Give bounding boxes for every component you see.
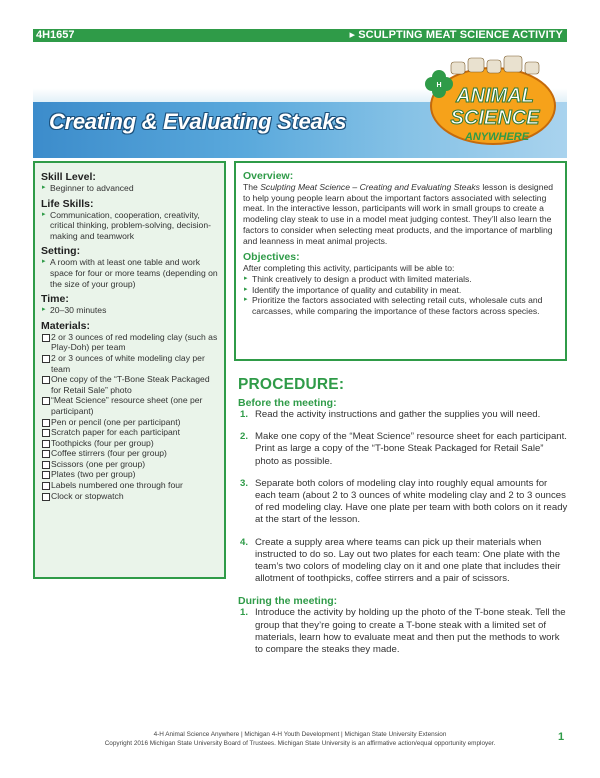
materials-item: “Meat Science” resource sheet (one per participant)	[41, 395, 218, 416]
materials-item: Clock or stopwatch	[41, 491, 218, 502]
procedure-step	[238, 478, 568, 527]
materials-item: Toothpicks (four per group)	[41, 438, 218, 449]
overview-text	[243, 182, 559, 246]
activity-label: ▸ SCULPTING MEAT SCIENCE ACTIVITY	[349, 29, 563, 41]
procedure-step	[238, 607, 568, 656]
materials-item: 2 or 3 ounces of white modeling clay per team	[41, 353, 218, 374]
time-heading: Time:	[41, 293, 69, 306]
objective-item: ▸ Identify the importance of quality and cutability in meat.	[243, 285, 559, 296]
publication-code: 4H1657	[36, 29, 75, 41]
setting-heading: Setting:	[41, 245, 81, 258]
footer-copyright: Copyright 2016 Michigan State University Board of Trustees. Michigan State University is an affirmative action/equal opportunity employer.	[104, 740, 496, 747]
header-bar	[33, 29, 567, 42]
objectives-intro: After completing this activity, participants will be able to:	[243, 263, 455, 274]
sidebar-info-box	[33, 161, 226, 579]
overview-lesson-title: Sculpting Meat Science – Creating and Evaluating Steaks	[260, 182, 480, 192]
step-text: Make one copy of the “Meat Science” resource sheet for each participant. Print as large a copy of the “T-bone Steak Packaged for Retail Sale” photo as possible.	[255, 431, 567, 467]
procedure-heading: PROCEDURE:	[238, 376, 345, 393]
materials-item: Coffee stirrers (four per group)	[41, 448, 218, 459]
overview-heading: Overview:	[243, 170, 294, 182]
procedure-step	[238, 431, 568, 468]
step-text: Separate both colors of modeling clay into roughly equal amounts for each team (about 2 to 3 ounces of white modeling clay and 2 to 3 ounces of red modeling clay. Have one plate per team with both colors on it ready at the start of the lesson.	[255, 477, 568, 526]
procedure-step	[238, 537, 568, 586]
step-number: 4.	[240, 536, 249, 548]
skill-level-heading: Skill Level:	[41, 171, 96, 183]
materials-heading: Materials:	[41, 319, 91, 332]
objective-item: ▸ Prioritize the factors associated with selecting retail cuts, wholesale cuts and carcasses, while comparing the importance of these factors across species.	[243, 295, 559, 316]
page-title: Creating & Evaluating Steaks	[49, 109, 347, 134]
materials-item: 2 or 3 ounces of red modeling clay (such as Play-Doh) per team	[41, 332, 218, 353]
procedure-step	[238, 409, 568, 421]
overview-text-end: lesson is designed to help young people learn about the important factors associated with selecting meat. In the interactive lesson, participants will work in small groups to create a modeling clay steak to use in a model meat judging contest. They’ll also learn the factors to consider when selecting meat products, and the importance of marbling and leanness in meat animal projects.	[243, 182, 554, 246]
before-meeting-heading: Before the meeting:	[238, 397, 337, 409]
step-number: 1.	[240, 607, 249, 619]
life-skills-heading: Life Skills:	[41, 197, 94, 210]
setting-item: ▸ A room with at least one table and work space for four or more teams (depending on the size of your group)	[41, 257, 218, 289]
materials-item: Pen or pencil (one per participant)	[41, 417, 218, 428]
step-number: 2.	[240, 431, 249, 443]
objective-item: ▸ Think creatively to design a product with limited materials.	[243, 274, 559, 285]
procedure-section	[238, 376, 568, 656]
footer-credits: 4-H Animal Science Anywhere | Michigan 4-H Youth Development | Michigan State University Extension	[153, 731, 447, 738]
title-banner	[33, 42, 567, 158]
materials-item: One copy of the “T-Bone Steak Packaged for Retail Sale” photo	[41, 374, 218, 395]
page-number: 1	[558, 731, 565, 743]
step-text: Read the activity instructions and gather the supplies you will need.	[255, 409, 541, 420]
materials-item: Scissors (one per group)	[41, 459, 218, 470]
overview-text-start: The	[243, 182, 261, 192]
materials-item: Labels numbered one through four	[41, 480, 218, 491]
materials-item: Plates (two per group)	[41, 469, 218, 480]
skill-level-item: ▸ Beginner to advanced	[41, 183, 218, 194]
objectives-heading: Objectives:	[243, 251, 300, 264]
step-text: Create a supply area where teams can pick up their materials when instructed to do so. Lay out two plates for each team: One plate with the team’s two colors of modeling clay on it and one plate that includes their allotment of toothpicks, coffee stirrers and a pair of scissors.	[255, 536, 561, 585]
step-number: 1.	[240, 409, 249, 420]
animal-science-anywhere-logo	[421, 46, 561, 154]
svg-text:H: H	[436, 82, 442, 89]
logo-text-animal: ANIMAL	[456, 85, 534, 107]
during-meeting-heading: During the meeting:	[238, 595, 338, 608]
step-number: 3.	[240, 477, 249, 489]
time-item: ▸ 20–30 minutes	[41, 305, 218, 316]
logo-text-science: SCIENCE	[450, 107, 540, 129]
life-skills-item: ▸ Communication, cooperation, creativity, critical thinking, problem-solving, decision-making and teamwork	[41, 210, 218, 242]
step-text: Introduce the activity by holding up the photo of the T-bone steak. Tell the group that they’re going to create a T-bone steak with a limited set of materials, learn how to evaluate meat and then put the methods to work to compare the steaks they made.	[255, 607, 566, 656]
overview-box	[234, 161, 567, 361]
materials-item: Scratch paper for each participant	[41, 427, 218, 438]
logo-text-anywhere: ANYWHERE	[464, 131, 530, 143]
activity-label-text: SCULPTING MEAT SCIENCE ACTIVITY	[358, 29, 563, 41]
